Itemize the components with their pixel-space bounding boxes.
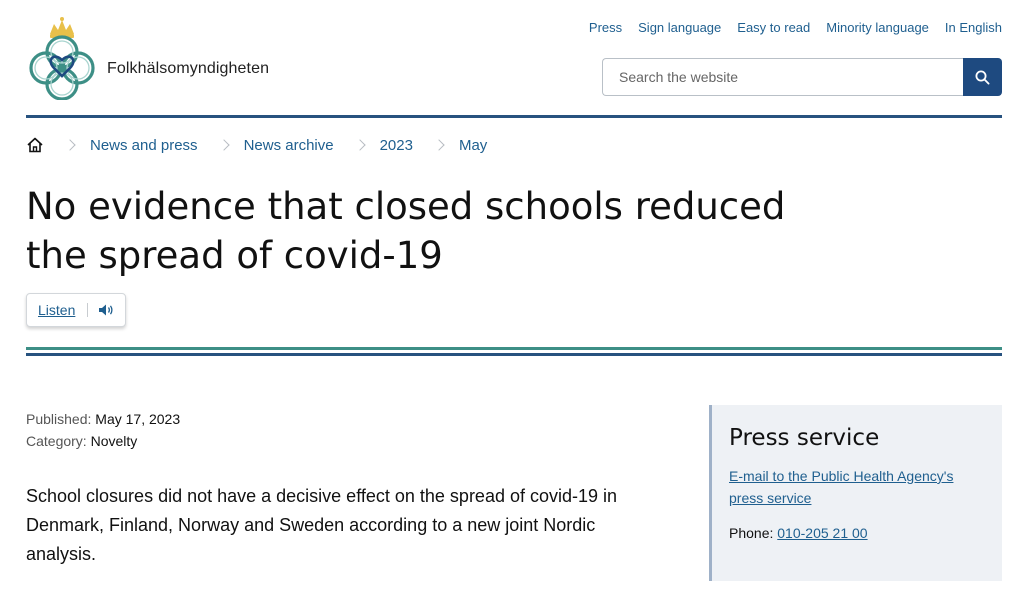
category-row <box>26 430 180 452</box>
listen-divider <box>87 303 88 317</box>
section-divider-blue <box>26 353 1002 356</box>
breadcrumb-news-archive[interactable]: News archive <box>243 136 334 154</box>
search-bar <box>602 58 1002 96</box>
top-nav <box>589 20 1002 35</box>
search-icon <box>975 70 990 85</box>
press-email-link[interactable]: E-mail to the Public Health Agency's press service <box>729 468 954 506</box>
site-name: Folkhälsomyndigheten <box>107 60 270 77</box>
speaker-icon <box>98 303 114 317</box>
home-icon <box>26 136 44 154</box>
nav-link-easy-to-read[interactable]: Easy to read <box>737 20 811 35</box>
breadcrumb-2023[interactable]: 2023 <box>379 136 413 154</box>
chevron-right-icon <box>433 139 444 150</box>
listen-label: Listen <box>38 302 76 318</box>
search-button[interactable] <box>963 58 1002 96</box>
phone-label: Phone: <box>729 525 774 541</box>
nav-link-press[interactable]: Press <box>588 20 623 35</box>
breadcrumb <box>26 136 487 154</box>
category-label: Category: <box>26 433 87 449</box>
published-row <box>26 408 180 430</box>
header-divider <box>26 115 1002 118</box>
article-lead: School closures did not have a decisive effect on the spread of covid-19 in Denmark, Finland, Norway and Sweden according to a new joint Nordic analysis. <box>26 486 618 564</box>
nav-link-in-english[interactable]: In English <box>944 20 1002 35</box>
press-phone <box>729 525 1002 541</box>
published-label: Published: <box>26 411 92 427</box>
breadcrumb-news-and-press[interactable]: News and press <box>90 136 198 154</box>
nav-link-sign-language[interactable]: Sign language <box>638 20 722 35</box>
press-service-title: Press service <box>729 425 880 451</box>
agency-logo-icon <box>24 16 100 100</box>
nav-link-minority-language[interactable]: Minority language <box>826 20 929 35</box>
chevron-right-icon <box>218 139 229 150</box>
listen-button[interactable] <box>26 293 126 327</box>
category-value: Novelty <box>90 433 138 449</box>
search-input[interactable] <box>602 58 963 96</box>
press-service-box <box>709 405 1002 581</box>
chevron-right-icon <box>354 139 365 150</box>
section-divider-green <box>26 347 1002 350</box>
breadcrumb-home-link[interactable] <box>26 136 44 154</box>
published-date: May 17, 2023 <box>95 411 181 427</box>
chevron-right-icon <box>64 139 75 150</box>
article-meta <box>26 408 180 452</box>
site-logo[interactable] <box>24 16 269 100</box>
phone-link[interactable]: 010-205 21 00 <box>777 525 868 541</box>
breadcrumb-may[interactable]: May <box>458 136 488 154</box>
page-title: No evidence that closed schools reduced the spread of covid-19 <box>26 185 786 277</box>
